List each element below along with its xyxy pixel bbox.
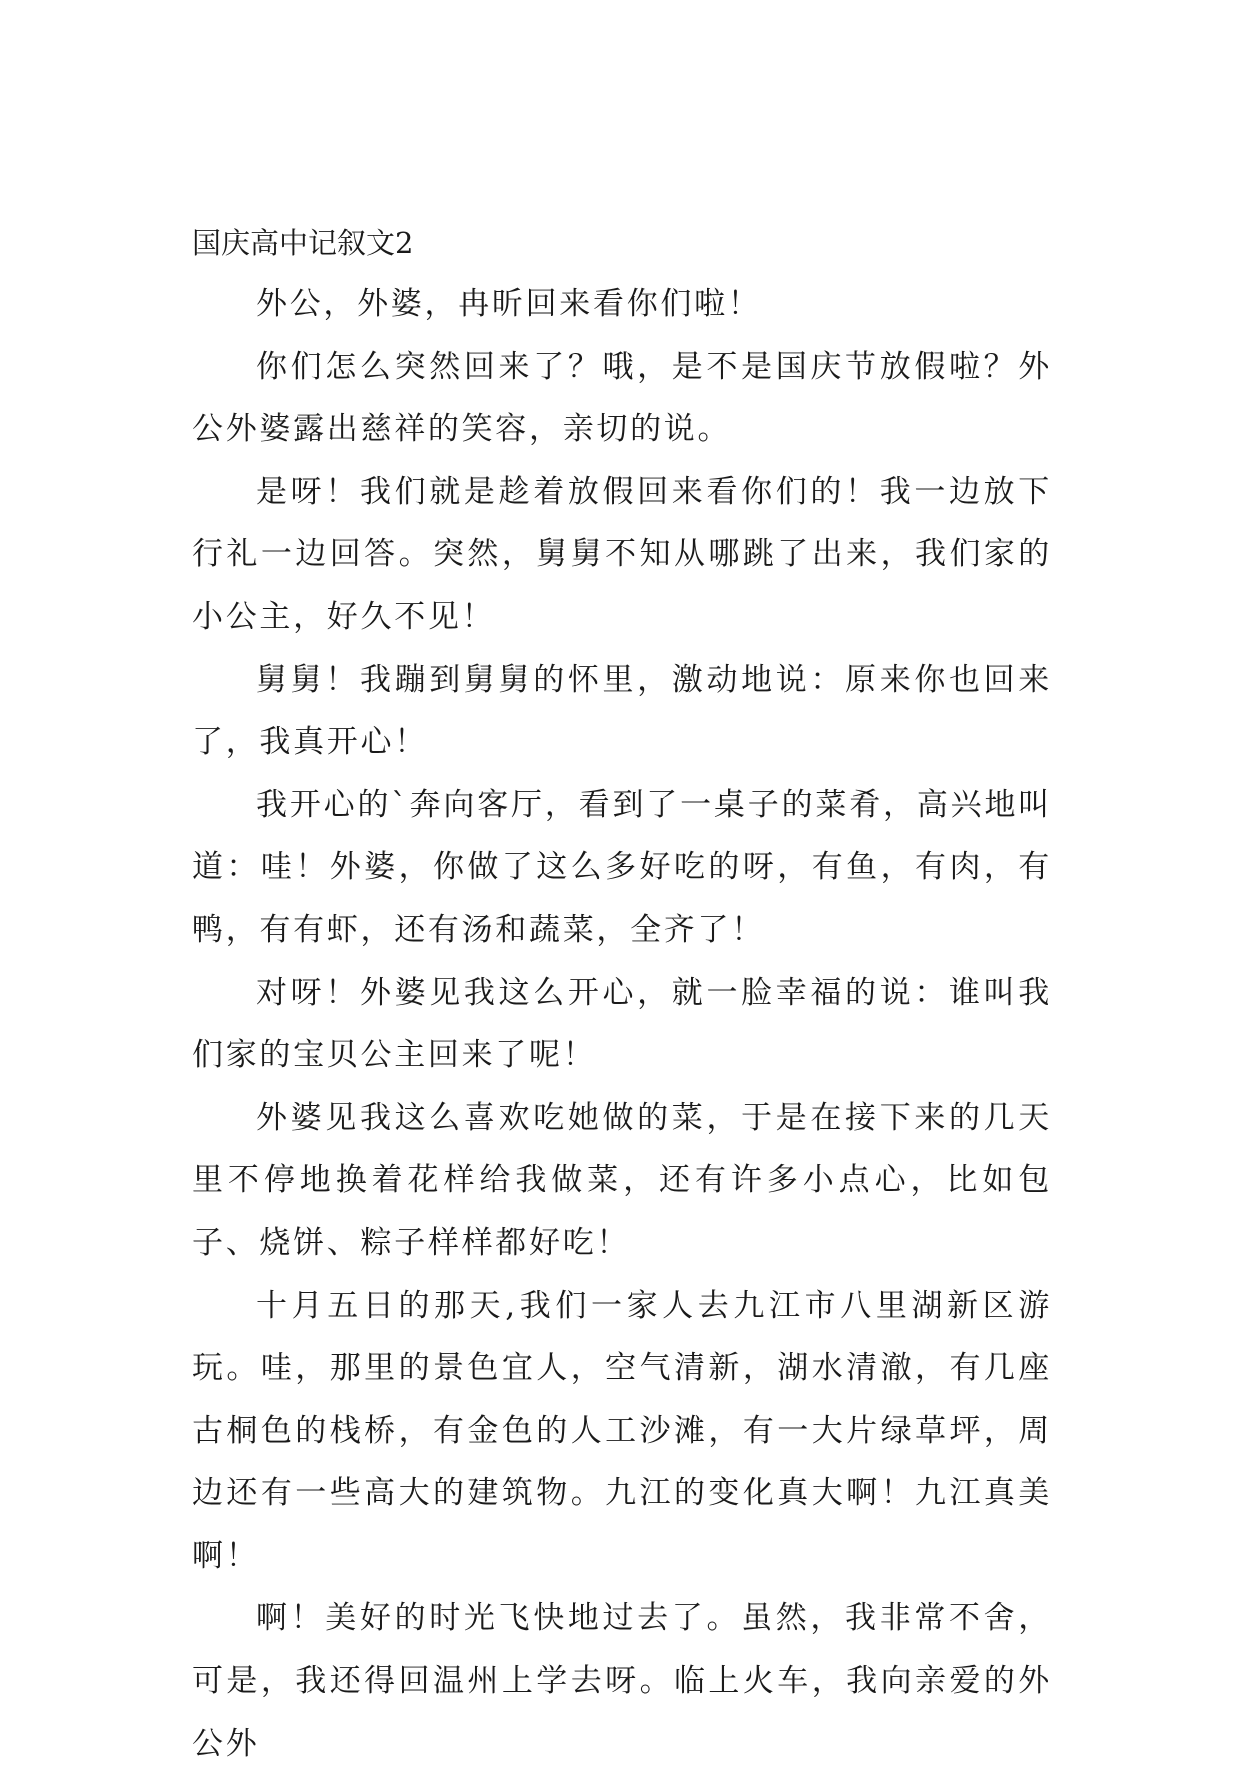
paragraph-9: 啊！美好的时光飞快地过去了。虽然，我非常不舍，可是，我还得回温州上学去呀。临上火车，我向亲爱的外公外 [192, 1600, 1052, 1762]
paragraph-7: 外婆见我这么喜欢吃她做的菜，于是在接下来的几天里不停地换着花样给我做菜，还有许多小点心，比如包子、烧饼、粽子样样都好吃！ [192, 1099, 1052, 1261]
paragraph-1: 外公，外婆，冉昕回来看你们啦！ [256, 286, 762, 322]
paragraph-4: 舅舅！我蹦到舅舅的怀里，激动地说：原来你也回来了，我真开心！ [192, 661, 1052, 761]
paragraph-3: 是呀！我们就是趁着放假回来看你们的！我一边放下行礼一边回答。突然，舅舅不知从哪跳了出来，我们家的小公主，好久不见！ [192, 473, 1052, 635]
paragraph-8: 十月五日的那天,我们一家人去九江市八里湖新区游玩。哇，那里的景色宜人，空气清新，湖水清澈，有几座古桐色的栈桥，有金色的人工沙滩，有一大片绿草坪，周边还有一些高大的建筑物。九江的变化真大啊！九江真美啊！ [192, 1287, 1052, 1574]
document-title: 国庆高中记叙文2 [192, 226, 414, 260]
document-body [192, 214, 1052, 1775]
paragraph-6: 对呀！外婆见我这么开心，就一脸幸福的说：谁叫我们家的宝贝公主回来了呢！ [192, 974, 1052, 1074]
paragraph-2: 你们怎么突然回来了？哦，是不是国庆节放假啦？外公外婆露出慈祥的笑容，亲切的说。 [192, 348, 1052, 448]
paragraph-5: 我开心的`奔向客厅，看到了一桌子的菜肴，高兴地叫道：哇！外婆，你做了这么多好吃的呀，有鱼，有肉，有鸭，有有虾，还有汤和蔬菜，全齐了！ [192, 786, 1052, 948]
